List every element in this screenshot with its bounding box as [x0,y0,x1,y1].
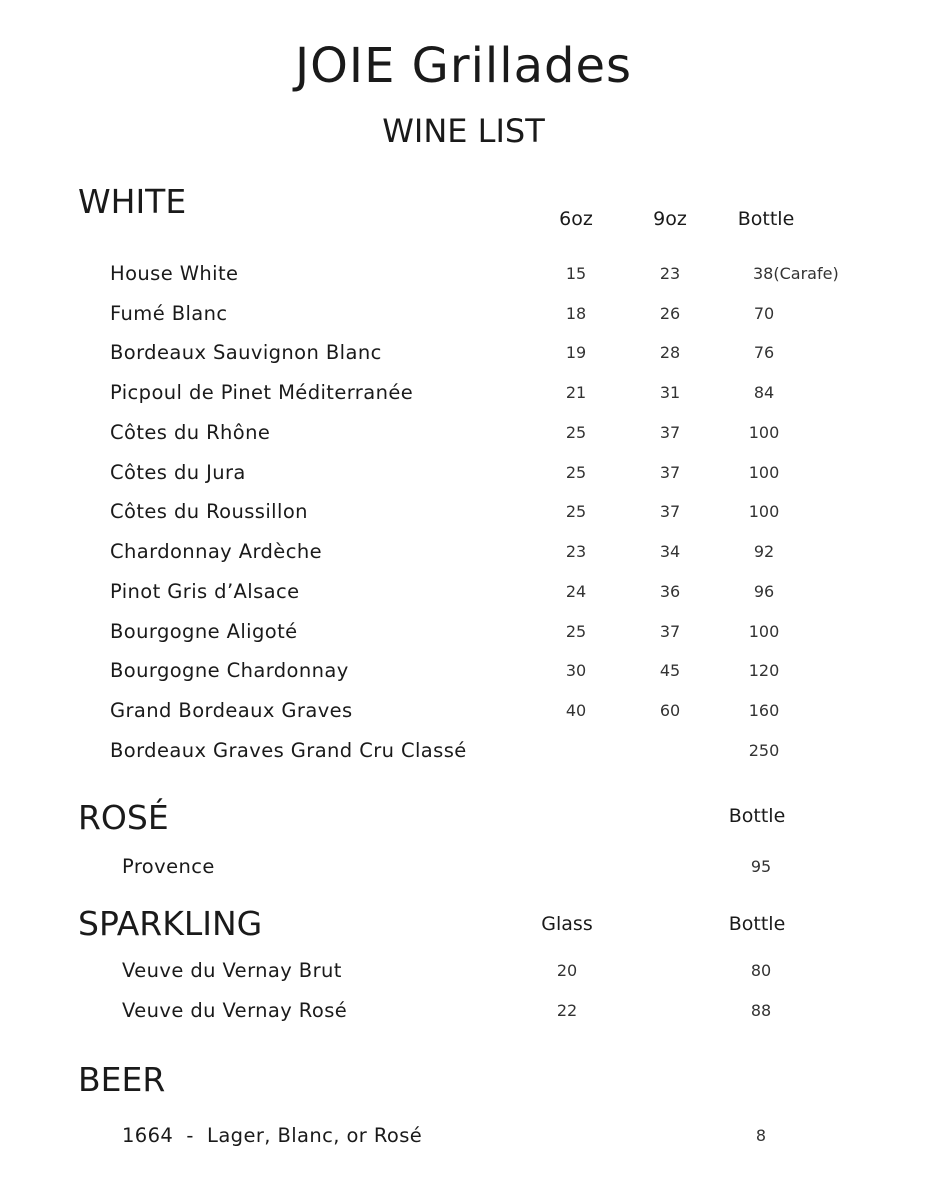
section-heading-sparkling: SPARKLING [78,904,263,943]
price-bottle: 100 [748,463,780,482]
list-item [0,855,927,881]
price-6oz: 21 [565,383,587,402]
wine-name: Fumé Blanc [110,302,228,325]
price-bottle: 76 [753,343,775,362]
wine-name: Veuve du Vernay Brut [122,959,342,982]
price-bottle: 84 [753,383,775,402]
price-6oz: 25 [565,622,587,641]
price-6oz: 25 [565,463,587,482]
wine-list-subtitle: WINE LIST [382,112,545,150]
price-bottle: 38(Carafe) [753,264,839,283]
price-bottle: 95 [750,857,772,876]
price-glass: 22 [556,1001,578,1020]
list-item [0,659,927,685]
price-bottle: 70 [753,304,775,323]
list-item [0,620,927,646]
price-9oz: 31 [659,383,681,402]
price-bottle: 120 [748,661,780,680]
wine-name: Picpoul de Pinet Méditerranée [110,381,414,404]
wine-name: Côtes du Rhône [110,421,271,444]
list-item [0,262,927,288]
list-item [0,540,927,566]
price-9oz: 37 [659,502,681,521]
wine-name: Bourgogne Chardonnay [110,659,349,682]
wine-name: Bordeaux Sauvignon Blanc [110,341,382,364]
list-item [0,1124,927,1150]
col-head-9oz: 9oz [653,208,687,230]
wine-name: Grand Bordeaux Graves [110,699,353,722]
price-9oz: 28 [659,343,681,362]
price-glass: 20 [556,961,578,980]
wine-name: Chardonnay Ardèche [110,540,322,563]
list-item [0,421,927,447]
price-beer: 8 [755,1126,767,1145]
price-6oz: 19 [565,343,587,362]
price-6oz: 40 [565,701,587,720]
col-head-bottle: Bottle [728,805,786,827]
list-item [0,699,927,725]
price-9oz: 45 [659,661,681,680]
price-9oz: 37 [659,423,681,442]
price-bottle: 92 [753,542,775,561]
wine-name: Bourgogne Aligoté [110,620,298,643]
price-6oz: 15 [565,264,587,283]
list-item [0,461,927,487]
price-9oz: 34 [659,542,681,561]
price-bottle: 100 [748,622,780,641]
wine-name: Pinot Gris d’Alsace [110,580,300,603]
price-9oz: 26 [659,304,681,323]
price-bottle: 80 [750,961,772,980]
price-6oz: 24 [565,582,587,601]
col-head-bottle: Bottle [728,913,786,935]
list-item [0,959,927,985]
wine-name: Côtes du Jura [110,461,246,484]
list-item [0,381,927,407]
price-9oz: 36 [659,582,681,601]
wine-name: Veuve du Vernay Rosé [122,999,348,1022]
list-item [0,500,927,526]
price-6oz: 30 [565,661,587,680]
section-heading-rose: ROSÉ [78,798,169,837]
price-bottle: 250 [748,741,780,760]
col-head-6oz: 6oz [559,208,593,230]
menu-title: JOIE Grillades [294,38,633,94]
price-6oz: 25 [565,502,587,521]
price-bottle: 160 [748,701,780,720]
wine-name: House White [110,262,239,285]
price-bottle: 96 [753,582,775,601]
col-head-bottle: Bottle [737,208,795,230]
section-heading-beer: BEER [78,1060,166,1099]
price-9oz: 37 [659,622,681,641]
price-9oz: 37 [659,463,681,482]
price-bottle: 88 [750,1001,772,1020]
wine-name: Provence [122,855,215,878]
list-item [0,739,927,765]
list-item [0,302,927,328]
price-6oz: 23 [565,542,587,561]
list-item [0,580,927,606]
wine-name: Côtes du Roussillon [110,500,308,523]
price-9oz: 60 [659,701,681,720]
beer-name: 1664 - Lager, Blanc, or Rosé [122,1124,423,1147]
price-9oz: 23 [659,264,681,283]
price-6oz: 18 [565,304,587,323]
price-6oz: 25 [565,423,587,442]
wine-name: Bordeaux Graves Grand Cru Classé [110,739,467,762]
section-heading-white: WHITE [78,182,187,221]
price-bottle: 100 [748,423,780,442]
list-item [0,999,927,1025]
col-head-glass: Glass [541,913,593,935]
list-item [0,341,927,367]
price-bottle: 100 [748,502,780,521]
